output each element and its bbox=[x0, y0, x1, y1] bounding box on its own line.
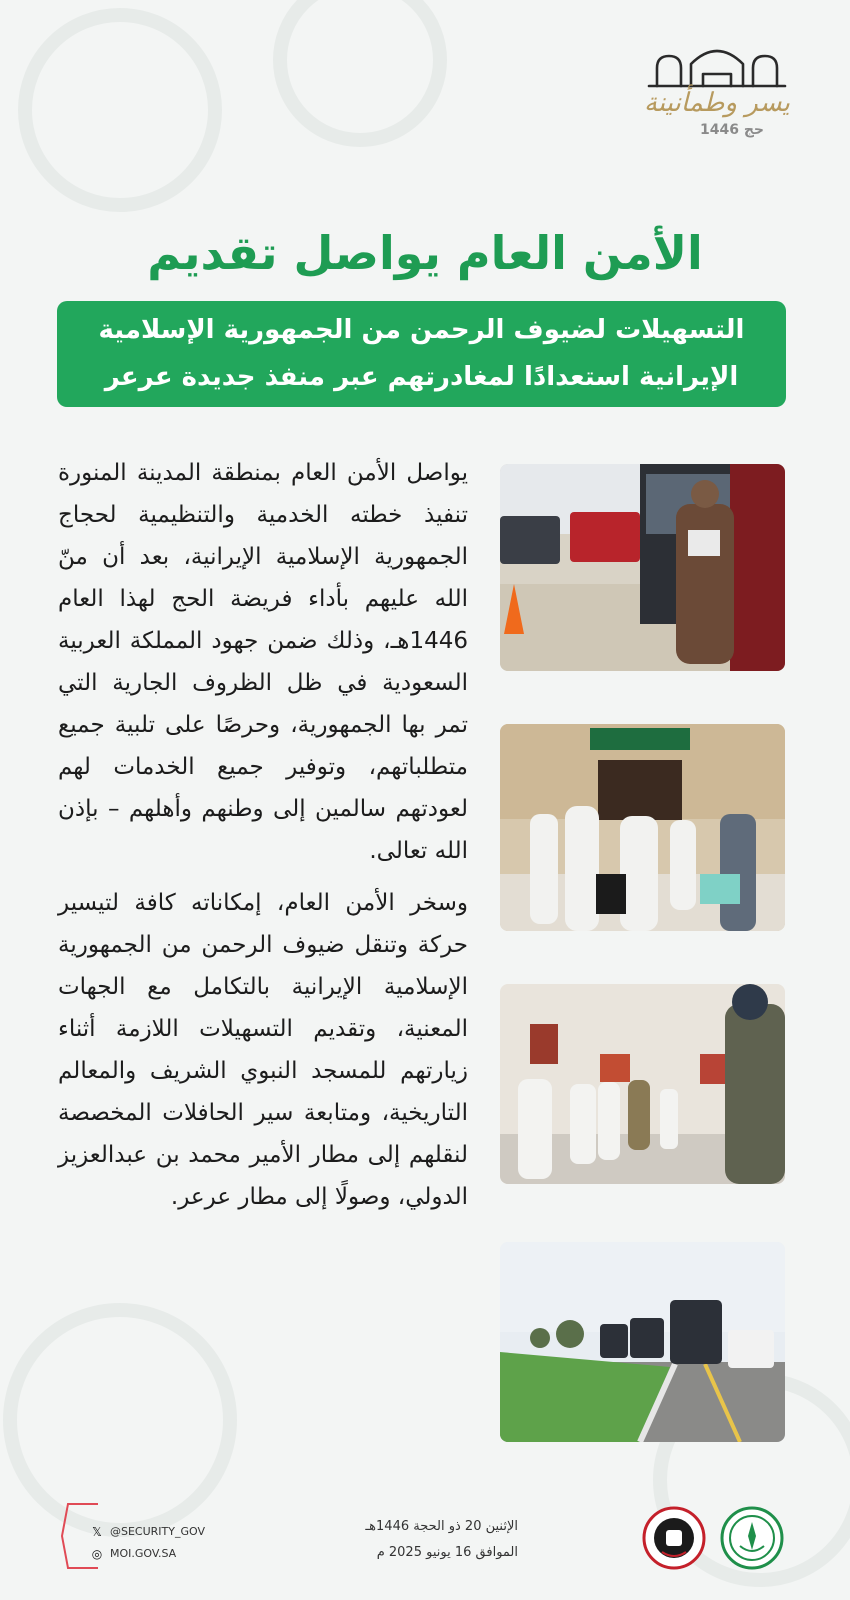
x-logo-icon: 𝕏 bbox=[92, 1525, 102, 1539]
subtitle-line-2: الإيرانية استعدادًا لمغادرتهم عبر منفذ جديدة عرعر bbox=[104, 362, 739, 392]
article-paragraph-2: وسخر الأمن العام، إمكاناته كافة لتيسير حركة وتنقل ضيوف الرحمن من الجمهورية الإسلامية الإيرانية بالتكامل مع الجهات المعنية، وتقديم التسهيلات اللازمة أثناء زيارتهم للمسجد النبوي الشريف والمعالم التاريخية، ومتابعة سير الحافلات المخصصة لنقلهم إلى مطار الأمير محمد بن عبدالعزيز الدولي، وصولًا إلى مطار عرعر. bbox=[58, 890, 468, 1210]
subtitle-banner bbox=[57, 301, 786, 407]
logo-year: حج 1446 bbox=[699, 122, 765, 138]
moi-emblem-icon bbox=[720, 1506, 784, 1570]
publish-date bbox=[318, 1514, 518, 1566]
globe-icon: ◎ bbox=[91, 1547, 103, 1561]
photo-mosque-pilgrims bbox=[500, 724, 785, 931]
public-security-emblem-icon bbox=[642, 1506, 706, 1570]
article-paragraph-1: يواصل الأمن العام بمنطقة المدينة المنورة تنفيذ خطته الخدمية والتنظيمية لحجاج الجمهورية الإسلامية الإيرانية، بعد أن منّ الله عليهم بأداء فريضة الحج لهذا العام 1446هـ، وذلك ضمن جهود المملكة العربية السعودية في ظل الظروف الجارية التي تمر بها الجمهورية، وحرصًا على تلبية جميع متطلباتهم، وتوفير جميع الخدمات لهم لعودتهم سالمين إلى وطنهم وأهلهم – بإذن الله تعالى. bbox=[58, 460, 468, 864]
social-x-handle: @SECURITY_GOV bbox=[110, 1525, 206, 1538]
page-title: الأمن العام يواصل تقديم bbox=[147, 226, 703, 280]
date-hijri: الإثنين 20 ذو الحجة 1446هـ bbox=[365, 1519, 518, 1534]
social-links bbox=[90, 1521, 220, 1565]
subtitle-line-1: التسهيلات لضيوف الرحمن من الجمهورية الإسلامية bbox=[98, 315, 745, 345]
dome-arch-icon bbox=[643, 42, 791, 92]
social-x-link[interactable] bbox=[90, 1521, 220, 1543]
photo-buses-officer bbox=[500, 464, 785, 671]
photo-airport-hall bbox=[500, 984, 785, 1184]
article-body bbox=[58, 452, 468, 1228]
hajj-logo bbox=[642, 42, 792, 138]
logo-script-text: يسر وطمأنينة bbox=[643, 88, 791, 118]
social-web-address: MOI.GOV.SA bbox=[110, 1547, 177, 1560]
date-gregorian: الموافق 16 يونيو 2025 م bbox=[376, 1545, 518, 1560]
social-web-link[interactable] bbox=[90, 1543, 220, 1565]
photo-bus-convoy bbox=[500, 1242, 785, 1442]
